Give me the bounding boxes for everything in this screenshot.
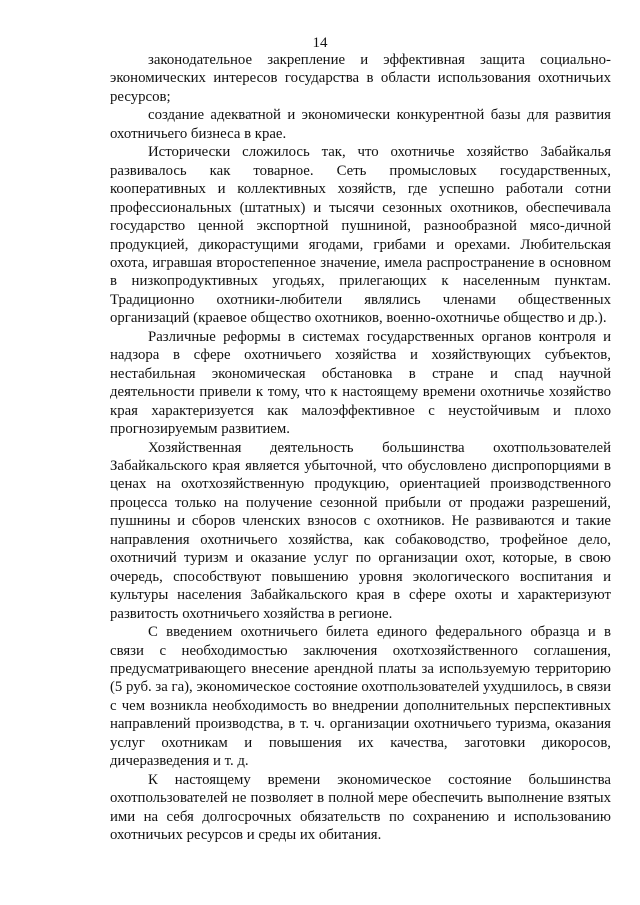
- document-body: [110, 51, 611, 844]
- page-number: 14: [312, 35, 328, 51]
- paragraph-hunting-license: С введением охотничьего билета единого федерального образца и в связи с необходимостью заключения охотхозяйственного соглашения, предусматривающего внесение арендной платы за используемую территорию (5 руб. за га), экономическое состояние охотпользователей ухудшилось, в связи с чем возникла необходимость во внедрении дополнительных перспективных направлений производства, в т. ч. организации охотничьего туризма, оказания услуг охотникам и повышения их качества, заготовки дикоросов, дичеразведения и т. д.: [110, 624, 611, 770]
- paragraph-competitive-base: создание адекватной и экономически конкурентной базы для развития охотничьего бизнеса в крае.: [110, 107, 611, 142]
- paragraph-economic-activity: Хозяйственная деятельность большинства охотпользователей Забайкальского края является убыточной, что обусловлено диспропорциями в ценах на охотхозяйственную продукцию, ориентацией производственного процесса только на получение сезонной прибыли от продажи разрешений, пушнины и сборов членских взносов с охотников. Не развиваются и такие направления охотничьего хозяйства, как собаководство, трофейное дело, охотничий туризм и оказание услуг по организации охот, которые, в свою очередь, способствуют повышению уровня экологического воспитания и культуры населения Забайкальского края в сфере охоты и характеризуют развитость охотничьего хозяйства в регионе.: [110, 439, 611, 622]
- paragraph-legal-protection: законодательное закрепление и эффективная защита социально-экономических интересов государства в области использования охотничьих ресурсов;: [110, 52, 611, 105]
- paragraph-reforms: Различные реформы в системах государственных органов контроля и надзора в сфере охотничьего хозяйства и хозяйствующих субъектов, нестабильная экономическая обстановка в стране и спад научной деятельности привели к тому, что к настоящему времени охотничье хозяйство края характеризуется как малоэффективное с неустойчивым и плохо прогнозируемым развитием.: [110, 328, 611, 438]
- paragraph-current-state: К настоящему времени экономическое состояние большинства охотпользователей не позволяет в полной мере обеспечить выполнение взятых ими на себя долгосрочных обязательств по сохранению и использованию охотничьих ресурсов и среды их обитания.: [110, 771, 611, 844]
- paragraph-history: Исторически сложилось так, что охотничье хозяйство Забайкалья развивалось как товарное. Сеть промысловых государственных, кооперативных и коллективных хозяйств, где успешно работали сотни профессиональных (штатных) и тысячи сезонных охотников, обеспечивала государство ценной экспортной пушниной, разнообразной мясо-дичной продукцией, дикорастущими ягодами, грибами и орехами. Любительская охота, игравшая второстепенное значение, имела распространение в основном в низкопродуктивных угодьях, прилегающих к населенным пунктам. Традиционно охотники-любители являлись членами общественных организаций (краевое общество охотников, военно-охотничье общество и др.).: [110, 144, 611, 327]
